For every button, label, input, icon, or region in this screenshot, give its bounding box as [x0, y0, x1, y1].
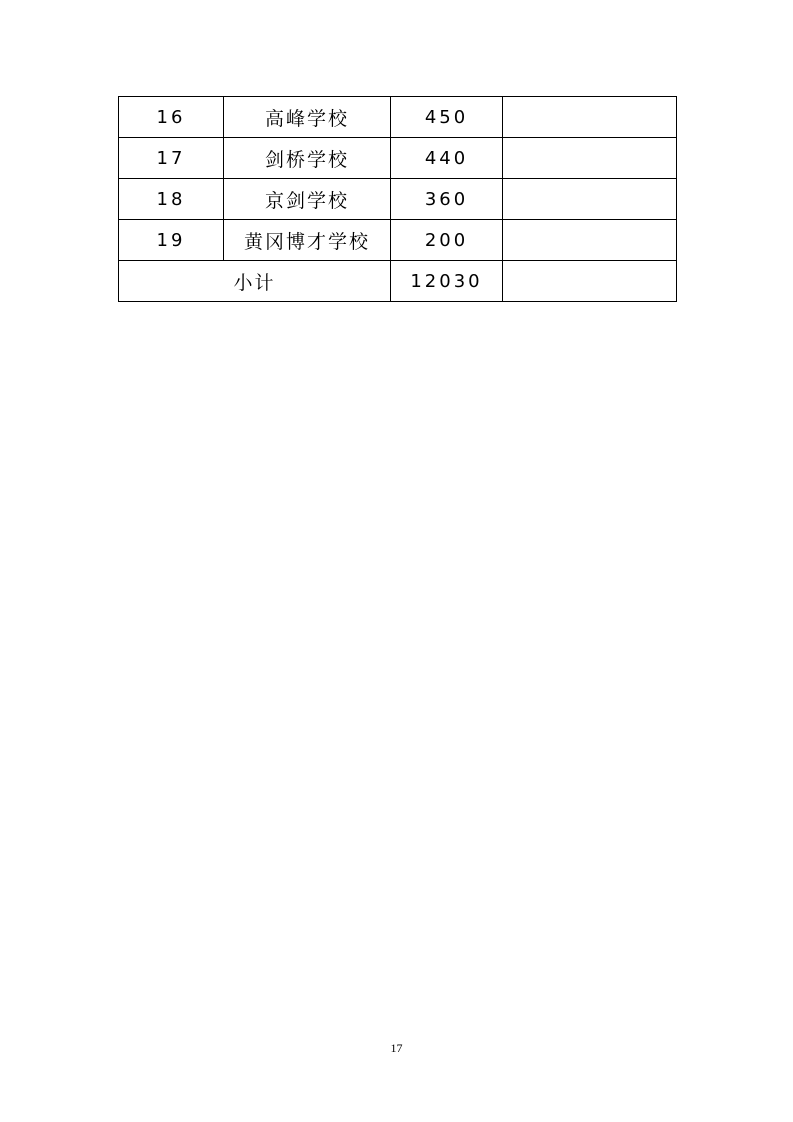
school-name: 剑桥学校 — [224, 138, 391, 179]
table-row — [119, 138, 677, 179]
student-count: 360 — [391, 179, 503, 220]
school-name: 京剑学校 — [224, 179, 391, 220]
table-row — [119, 220, 677, 261]
subtotal-row — [119, 261, 677, 302]
school-table — [118, 96, 677, 302]
row-index: 16 — [119, 97, 224, 138]
school-name: 黄冈博才学校 — [224, 220, 391, 261]
table-row — [119, 97, 677, 138]
row-index: 18 — [119, 179, 224, 220]
subtotal-label: 小计 — [119, 261, 391, 302]
student-count: 200 — [391, 220, 503, 261]
subtotal-count: 12030 — [391, 261, 503, 302]
note-cell — [503, 220, 677, 261]
student-count: 440 — [391, 138, 503, 179]
student-count: 450 — [391, 97, 503, 138]
school-name: 高峰学校 — [224, 97, 391, 138]
note-cell — [503, 179, 677, 220]
note-cell — [503, 97, 677, 138]
row-index: 17 — [119, 138, 224, 179]
subtotal-note — [503, 261, 677, 302]
row-index: 19 — [119, 220, 224, 261]
table-row — [119, 179, 677, 220]
note-cell — [503, 138, 677, 179]
page-number: 17 — [390, 1041, 403, 1055]
